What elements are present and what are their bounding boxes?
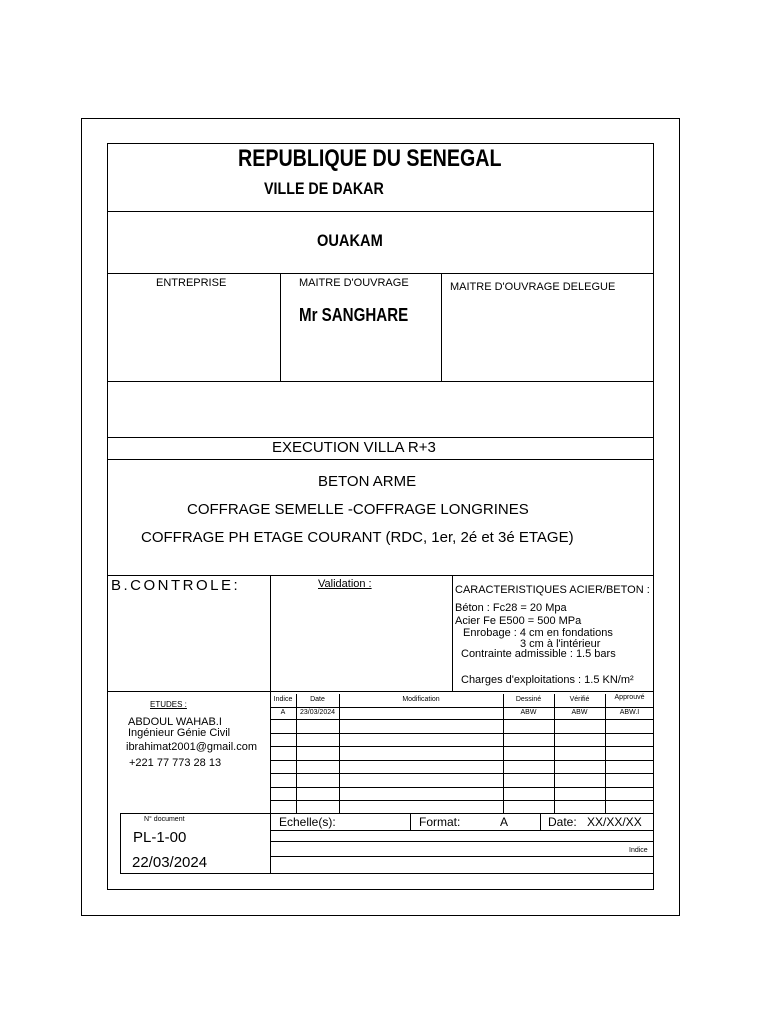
divider — [270, 841, 654, 842]
row-date: 23/03/2024 — [299, 709, 336, 716]
divider — [120, 873, 654, 874]
entreprise-label: ENTREPRISE — [156, 277, 227, 289]
divider — [107, 691, 654, 692]
date-value: XX/XX/XX — [587, 815, 642, 829]
divider — [270, 830, 654, 831]
etudes-role: Ingénieur Génie Civil — [128, 727, 231, 739]
date-label: Date: — [548, 815, 577, 829]
validation-label: Validation : — [318, 578, 372, 590]
divider — [280, 273, 281, 381]
echelle-label: Echelle(s): — [279, 815, 336, 829]
etudes-name: ABDOUL WAHAB.I — [128, 716, 222, 728]
characteristics-acier: Acier Fe E500 = 500 MPa — [455, 615, 582, 627]
characteristics-beton: Béton : Fc28 = 20 Mpa — [455, 602, 567, 614]
project-line-1: BETON ARME — [318, 473, 417, 490]
divider — [107, 437, 654, 438]
characteristics-enrobage: Enrobage : 4 cm en fondations — [463, 627, 613, 639]
maitre-ouvrage-label: MAITRE D'OUVRAGE — [299, 277, 409, 289]
row-verifie: ABW — [571, 709, 588, 716]
divider — [452, 575, 453, 691]
row-approuve: ABW.I — [619, 709, 640, 716]
format-label: Format: — [419, 815, 461, 829]
locality-title: OUAKAM — [317, 231, 383, 250]
header-modification: Modification — [402, 696, 440, 703]
characteristics-contrainte: Contrainte admissible : 1.5 bars — [461, 648, 616, 660]
divider — [270, 707, 654, 708]
document-date: 22/03/2024 — [132, 854, 208, 871]
row-dessine: ABW — [520, 709, 537, 716]
divider — [339, 694, 340, 813]
document-number: PL-1-00 — [133, 829, 187, 846]
characteristics-title: CARACTERISTIQUES ACIER/BETON : — [455, 584, 650, 596]
country-title: REPUBLIQUE DU SENEGAL — [238, 145, 502, 172]
characteristics-charges: Charges d'exploitations : 1.5 KN/m² — [461, 674, 634, 686]
divider — [441, 273, 442, 381]
divider — [270, 746, 654, 747]
delegue-label: MAITRE D'OUVRAGE DELEGUE — [450, 281, 616, 293]
divider — [270, 813, 654, 814]
header-indice: Indice — [273, 696, 293, 703]
divider — [107, 273, 654, 274]
characteristics-enrobage-interieur: 3 cm à l'intérieur — [520, 638, 601, 650]
header-date: Date — [310, 696, 325, 703]
project-line-3: COFFRAGE PH ETAGE COURANT (RDC, 1er, 2é et 3é ETAGE) — [141, 529, 574, 546]
etudes-label: ETUDES : — [150, 700, 187, 709]
divider — [107, 575, 654, 576]
project-title: EXECUTION VILLA R+3 — [272, 439, 436, 456]
format-value: A — [500, 815, 509, 829]
header-dessine: Dessiné — [515, 696, 542, 703]
etudes-email: ibrahimat2001@gmail.com — [126, 741, 258, 753]
maitre-ouvrage-value: Mr SANGHARE — [299, 305, 409, 325]
divider — [270, 719, 654, 720]
divider — [270, 733, 654, 734]
document-number-label: N° document — [144, 816, 185, 823]
city-title: VILLE DE DAKAR — [264, 179, 384, 198]
divider — [270, 575, 271, 691]
row-indice: A — [280, 709, 286, 716]
project-line-2: COFFRAGE SEMELLE -COFFRAGE LONGRINES — [187, 501, 529, 518]
header-verifie: Vérifié — [569, 696, 590, 703]
controle-label: B.CONTROLE: — [111, 577, 241, 594]
etudes-phone: +221 77 773 28 13 — [129, 757, 222, 769]
divider — [410, 813, 411, 830]
header-approuve: Approuvé — [614, 694, 645, 701]
divider — [107, 459, 654, 460]
divider — [270, 760, 654, 761]
divider — [107, 211, 654, 212]
divider — [540, 813, 541, 830]
divider — [270, 856, 654, 857]
divider — [270, 773, 654, 774]
divider — [270, 800, 654, 801]
divider — [270, 787, 654, 788]
divider — [107, 381, 654, 382]
indice-label: Indice — [629, 847, 648, 854]
